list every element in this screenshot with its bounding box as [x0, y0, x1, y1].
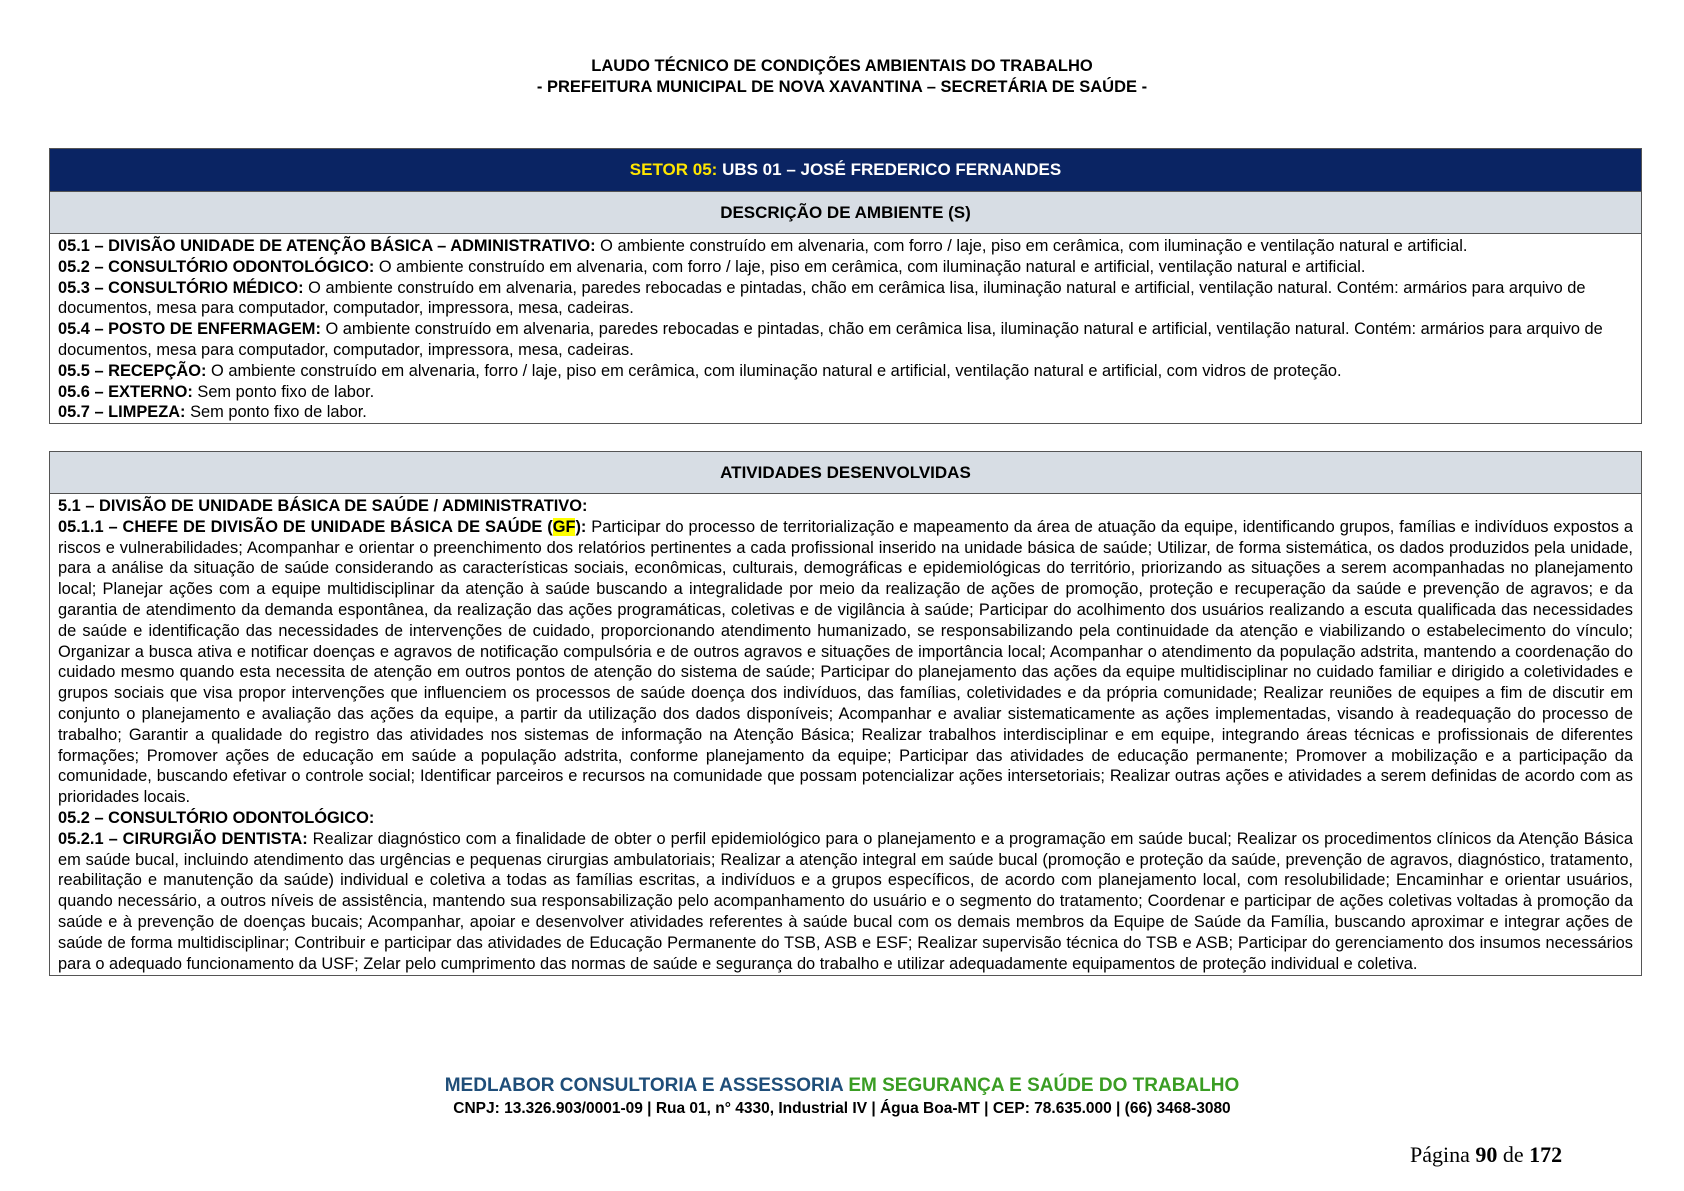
item-label: 05.3 – CONSULTÓRIO MÉDICO: [58, 278, 304, 297]
item-label: 05.4 – POSTO DE ENFERMAGEM: [58, 320, 321, 339]
description-item [58, 257, 1633, 278]
description-title: DESCRIÇÃO DE AMBIENTE (S) [50, 192, 1641, 234]
page-total: 172 [1529, 1142, 1563, 1167]
activities-body [50, 494, 1641, 975]
section-heading-text: 5.1 – DIVISÃO DE UNIDADE BÁSICA DE SAÚDE / ADMINISTRATIVO: [58, 497, 588, 515]
footer-company [0, 1075, 1684, 1097]
page-word: Página [1410, 1142, 1476, 1167]
item-label: 05.7 – LIMPEZA: [58, 403, 186, 422]
description-table [49, 148, 1642, 424]
section-heading-text: 05.2 – CONSULTÓRIO ODONTOLÓGICO: [58, 808, 375, 827]
item-text: O ambiente construído em alvenaria, paredes rebocadas e pintadas, chão em cerâmica lisa, iluminação natural e artificial, ventilação natural. Contém: armários para arquivo de documentos, mesa para computador, computador, impressora, mesa, cadeiras. [58, 320, 1603, 359]
item-label: 05.5 – RECEPÇÃO: [58, 361, 207, 380]
document-header [0, 56, 1684, 98]
role-label-b: ): [575, 517, 587, 536]
item-label: 05.6 – EXTERNO: [58, 382, 193, 401]
description-item [58, 319, 1633, 361]
sector-label: SETOR 05: [629, 160, 718, 179]
page-current: 90 [1475, 1142, 1498, 1167]
company-tagline: EM SEGURANÇA E SAÚDE DO TRABALHO [843, 1075, 1240, 1096]
description-item [58, 236, 1633, 257]
activities-table [49, 451, 1642, 976]
section-heading [58, 496, 1633, 517]
highlighted-code: GF [552, 517, 576, 536]
role-description [58, 829, 1633, 975]
item-text: O ambiente construído em alvenaria, forro / laje, piso em cerâmica, com iluminação natural e artificial, ventilação natural e artificial, com vidros de proteção. [206, 361, 1342, 380]
item-text: O ambiente construído em alvenaria, paredes rebocadas e pintadas, chão em cerâmica lisa, iluminação natural e artificial, ventilação natural. Contém: armários para arquivo de documentos, mesa para computador, computador, impressora, mesa, cadeiras. [58, 278, 1586, 318]
role-label-a: 05.1.1 – CHEFE DE DIVISÃO DE UNIDADE BÁSICA DE SAÚDE ( [58, 517, 553, 536]
role-label: 05.2.1 – CIRURGIÃO DENTISTA: [58, 829, 308, 848]
description-item [58, 278, 1633, 320]
description-item [58, 382, 1633, 403]
item-text: O ambiente construído em alvenaria, com forro / laje, piso em cerâmica, com iluminação e ventilação natural e artificial. [595, 237, 1468, 255]
role-text: Participar do processo de territorialização e mapeamento da área de atuação da equipe, identificando grupos, famílias e indivíduos expostos a riscos e vulnerabilidades; Acompanhar e orientar o preenchimento dos relatórios pertinentes a cada profissional inserido na unidade básica de saúde; Utilizar, de forma sistemática, os dados produzidos pela unidade, para a análise da situação de saúde considerando as características sociais, econômicas, culturais, demográficas e epidemiológicas do território, priorizando as situações a serem acompanhadas no planejamento local; Planejar ações com a equipe multidisciplinar da atenção à saúde buscando a integralidade por meio da realização de ações de promoção, proteção e recuperação da saúde e prevenção de agravos; e da garantia de atendimento da demanda espontânea, da realização das ações programáticas, coletivas e de vigilância à saúde; Participar do acolhimento dos usuários realizando a escuta qualificada das necessidades de saúde e identificação das necessidades de intervenções de cuidado, proporcionando atendimento humanizado, se responsabilizando pela continuidade da atenção e viabilizando o estabelecimento do vínculo; Organizar a busca ativa e notificar doenças e agravos de notificação compulsória e de outros agravos e situações de importância local; Acompanhar o atendimento da população adstrita, mantendo a coordenação do cuidado mesmo quando esta necessita de atenção em outros pontos de atenção do sistema de saúde; Participar do planejamento das ações da equipe multidisciplinar no cuidado familiar e dirigido a coletividades e grupos sociais que visa propor intervenções que influenciem os processos de saúde doença dos indivíduos, das famílias, coletividades e da própria comunidade; Realizar reuniões de equipes a fim de discutir em conjunto o planejamento e avaliação das ações da equipe, a partir da utilização dos dados disponíveis; Acompanhar e avaliar sistematicamente as ações implementadas, visando à readequação do processo de trabalho; Garantir a qualidade do registro das atividades nos sistemas de informação na Atenção Básica; Realizar trabalhos interdisciplinar e em equipe, integrando áreas técnicas e profissionais de diferentes formações; Promover ações de educação em saúde a população adstrita, conforme planejamento da equipe; Participar das atividades de educação permanente; Promover a mobilização e a participação da comunidade, buscando efetivar o controle social; Identificar parceiros e recursos na comunidade que possam potencializar ações intersetoriais; Realizar outras ações e atividades a serem definidas de acordo com as prioridades locais. [58, 517, 1633, 807]
footer-address: CNPJ: 13.326.903/0001-09 | Rua 01, n° 4330, Industrial IV | Água Boa-MT | CEP: 78.635.000 | (66) 3468-3080 [453, 1100, 1231, 1117]
item-label: 05.2 – CONSULTÓRIO ODONTOLÓGICO: [58, 257, 375, 276]
header-subtitle: - PREFEITURA MUNICIPAL DE NOVA XAVANTINA – SECRETÁRIA DE SAÚDE - [536, 78, 1148, 96]
item-text: O ambiente construído em alvenaria, com forro / laje, piso em cerâmica, com iluminação natural e artificial, ventilação natural e artificial. [374, 257, 1366, 276]
item-label: 05.1 – DIVISÃO UNIDADE DE ATENÇÃO BÁSICA – ADMINISTRATIVO: [58, 237, 596, 255]
role-description [58, 517, 1633, 808]
description-item [58, 361, 1633, 382]
role-text: Realizar diagnóstico com a finalidade de obter o perfil epidemiológico para o planejamento e a programação em saúde bucal; Realizar os procedimentos clínicos da Atenção Básica em saúde bucal, incluindo atendimento das urgências e pequenas cirurgias ambulatoriais; Realizar a atenção integral em saúde bucal (promoção e proteção da saúde, prevenção de agravos, diagnóstico, tratamento, reabilitação e manutenção da saúde) individual e coletiva a todas as famílias escritas, a indivíduos e a grupos específicos, de acordo com planejamento local, com resolubilidade; Encaminhar e orientar usuários, quando necessário, a outros níveis de assistência, mantendo sua responsabilização pelo acompanhamento do usuário e o segmento do tratamento; Coordenar e participar de ações coletivas voltadas à promoção da saúde e à prevenção de doenças bucais; Acompanhar, apoiar e desenvolver atividades referentes à saúde bucal com os demais membros da Equipe de Saúde da Família, buscando aproximar e integrar ações de saúde de forma multidisciplinar; Contribuir e participar das atividades de Educação Permanente do TSB, ASB e ESF; Realizar supervisão técnica do TSB e ASB; Participar do gerenciamento dos insumos necessários para o adequado funcionamento da USF; Zelar pelo cumprimento das normas de saúde e segurança do trabalho e utilizar adequadamente equipamentos de proteção individual e coletiva. [58, 829, 1633, 973]
sector-name: UBS 01 – JOSÉ FREDERICO FERNANDES [717, 160, 1062, 179]
description-body [50, 234, 1641, 423]
sector-bar [50, 149, 1641, 192]
header-title: LAUDO TÉCNICO DE CONDIÇÕES AMBIENTAIS DO TRABALHO [591, 57, 1093, 75]
activities-title: ATIVIDADES DESENVOLVIDAS [50, 452, 1641, 494]
role-label [58, 518, 586, 536]
page-number [1410, 1142, 1562, 1168]
item-text: Sem ponto fixo de labor. [185, 403, 367, 422]
section-heading [58, 808, 1633, 829]
description-item [58, 402, 1633, 423]
item-text: Sem ponto fixo de labor. [192, 382, 375, 401]
page-of: de [1497, 1142, 1530, 1167]
company-name: MEDLABOR CONSULTORIA E ASSESSORIA [444, 1075, 844, 1096]
